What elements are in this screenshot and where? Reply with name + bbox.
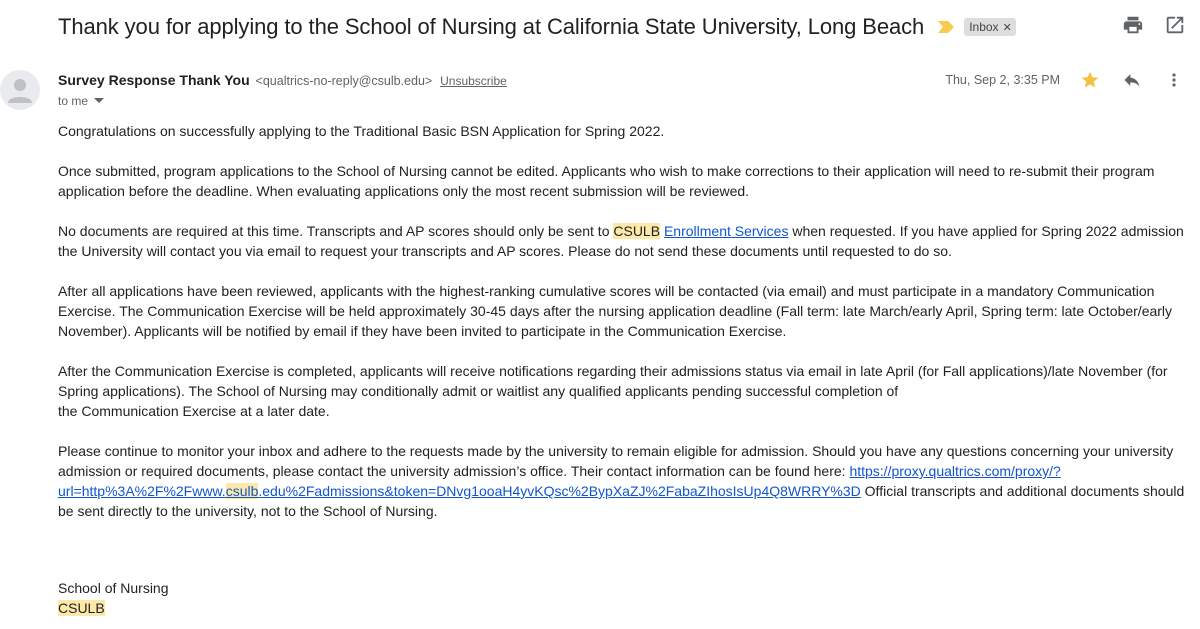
body-paragraph-editing: Once submitted, program applications to the School of Nursing cannot be edited. Applicants who wish to make corrections to their application will need to re-submit their program application before the deadline. When evaluating applications only the most recent submission will be reviewed. bbox=[58, 163, 1155, 199]
contact-text: Please continue to monitor your inbox and adhere to the requests made by the university to remain eligible for admission. Should you have any questions concerning your university admission or required documents, please contact the university admission’s office. Their contact information can be found here: bbox=[58, 443, 1174, 479]
body-paragraph-documents bbox=[58, 221, 1190, 261]
link-part-b: .edu%2Fadmissions&token=DNvg1ooaH4yvKQsc%2BypXaZJ%2FabaZIhosIsUp4Q8WRRY%3D bbox=[258, 483, 861, 499]
link-highlighted-term: csulb bbox=[225, 483, 259, 499]
chevron-down-icon[interactable] bbox=[94, 98, 104, 104]
contact-text-end: Official transcripts and additional documents should be sent directly to the university, not to the School of Nursing. bbox=[58, 483, 1185, 519]
body-paragraph-congratulations: Congratulations on successfully applying to the Traditional Basic BSN Application for Spring 2022. bbox=[58, 123, 665, 139]
person-avatar-icon[interactable] bbox=[0, 70, 40, 110]
message-actions bbox=[1080, 70, 1184, 90]
email-subject: Thank you for applying to the School of Nursing at California State University, Long Beach bbox=[58, 14, 925, 39]
enrollment-services-link[interactable]: Enrollment Services bbox=[663, 223, 789, 239]
notifications-text: After the Communication Exercise is completed, applicants will receive notifications regarding their admissions status via email in late April (for Fall applications)/late November (for Spring applications). The School of Nursing may conditionally admit or waitlist any qualified applicants pending successful completion of bbox=[58, 363, 1168, 399]
highlighted-term: CSULB bbox=[613, 223, 661, 239]
print-icon[interactable] bbox=[1122, 14, 1144, 36]
recipient-text: to me bbox=[58, 94, 89, 108]
body-paragraph-review: After all applications have been reviewed, applicants with the highest-ranking cumulative scores will be contacted (via email) and must participate in a mandatory Communication Exercise. The Communication Exercise will be held approximately 30-45 days after the nursing application deadline (Fall term: late March/early April, Spring term: late October/early November). Applicants will be notified by email if they have been invited to participate in the Communication Exercise. bbox=[58, 283, 1173, 339]
body-paragraph-notifications bbox=[58, 361, 1190, 421]
documents-text-start: No documents are required at this time. Transcripts and AP scores should only be sent to bbox=[58, 223, 614, 239]
important-marker-icon[interactable] bbox=[938, 21, 954, 33]
signature-line-1: School of Nursing bbox=[58, 580, 169, 596]
thread-actions bbox=[1122, 14, 1186, 36]
documents-text-end: when requested. If you have applied for Spring 2022 admission the University will contact you via email to request your transcripts and AP scores. Please do not send these documents until requested to do so. bbox=[58, 223, 1184, 259]
open-in-new-window-icon[interactable] bbox=[1164, 14, 1186, 36]
inbox-label-chip[interactable] bbox=[964, 18, 1016, 36]
sender-email: <qualtrics-no-reply@csulb.edu> bbox=[255, 74, 433, 88]
star-icon[interactable] bbox=[1080, 70, 1100, 90]
email-date: Thu, Sep 2, 3:35 PM bbox=[945, 73, 1060, 87]
reply-icon[interactable] bbox=[1122, 70, 1142, 90]
close-icon[interactable]: ✕ bbox=[1002, 21, 1012, 34]
notifications-text-end: the Communication Exercise at a later date. bbox=[58, 403, 330, 419]
inbox-label-text: Inbox bbox=[969, 20, 999, 34]
unsubscribe-link[interactable]: Unsubscribe bbox=[440, 74, 507, 88]
body-paragraph-contact bbox=[58, 441, 1190, 521]
link-part-a: https://proxy.qualtrics.com/proxy/?url=http%3A%2F%2Fwww. bbox=[58, 463, 1061, 499]
signature-line-2: CSULB bbox=[58, 600, 105, 616]
recipient-row[interactable] bbox=[58, 94, 104, 108]
sender-name[interactable]: Survey Response Thank You bbox=[58, 72, 250, 88]
sender-row bbox=[58, 72, 507, 88]
email-body bbox=[58, 121, 1190, 541]
email-signature bbox=[58, 578, 169, 618]
subject-row bbox=[58, 10, 1016, 44]
more-vertical-icon[interactable] bbox=[1164, 70, 1184, 90]
